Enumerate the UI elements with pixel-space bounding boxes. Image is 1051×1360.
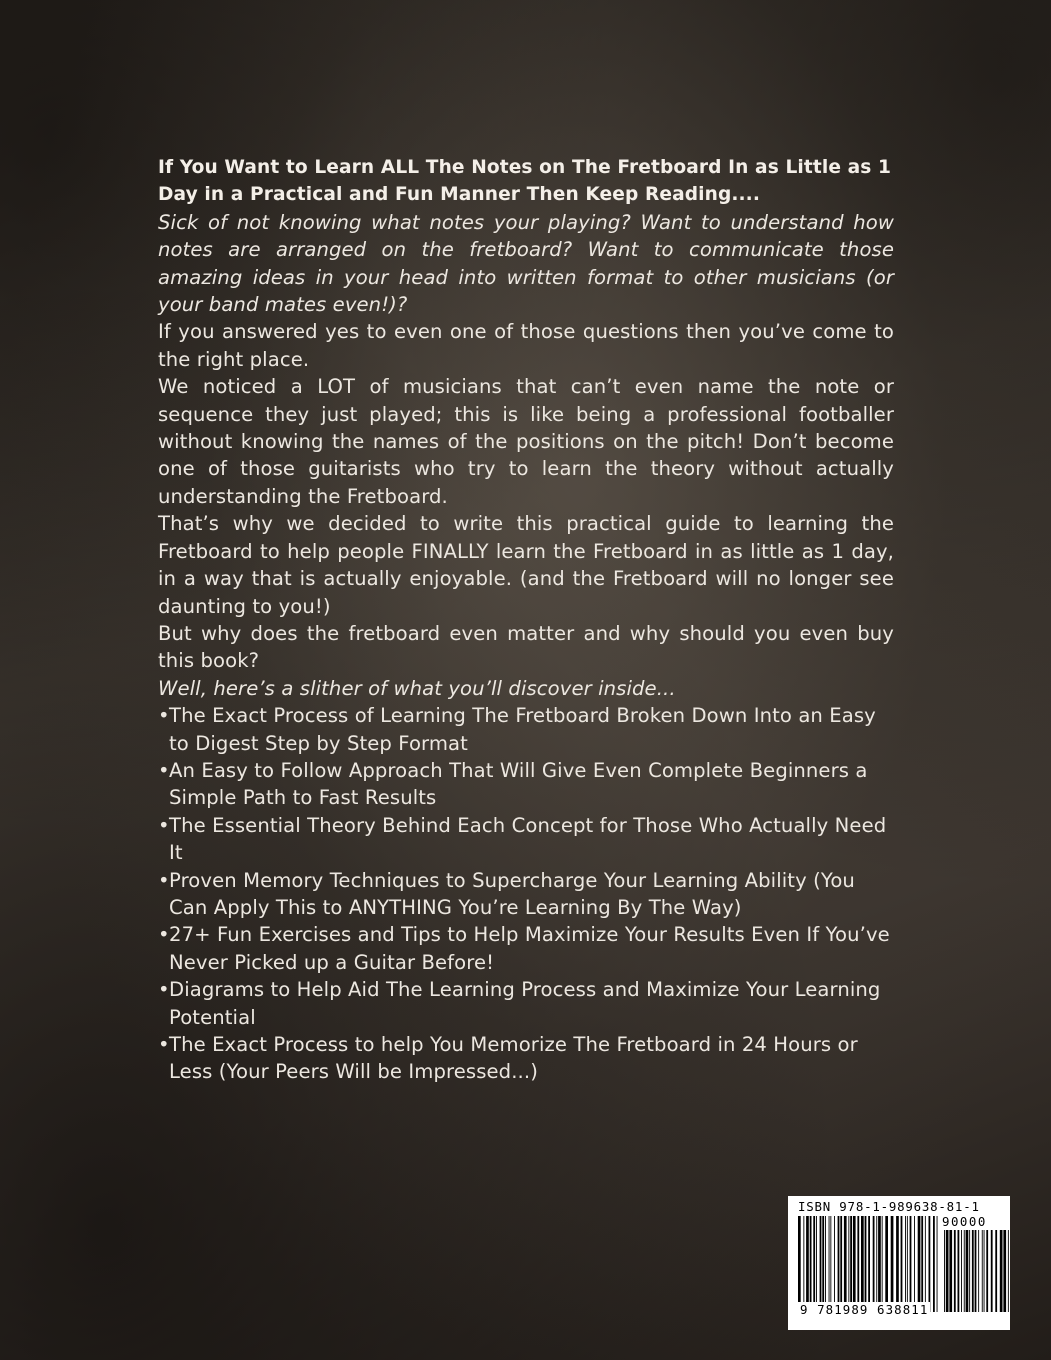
headline: If You Want to Learn ALL The Notes on The Fretboard In as Little as 1 Day in a Practical and Fun Manner Then Keep Reading.... xyxy=(158,157,892,206)
benefit-list xyxy=(158,702,894,1086)
bullet-icon: • xyxy=(158,704,170,728)
isbn-number: ISBN 978-1-989638-81-1 xyxy=(798,1199,980,1214)
bullet-icon: • xyxy=(158,923,170,947)
list-item xyxy=(158,702,894,757)
ean-barcode-icon xyxy=(798,1216,938,1312)
list-item-text: Diagrams to Help Aid The Learning Process and Maximize Your Learning Potential xyxy=(169,978,881,1029)
bullet-icon: • xyxy=(158,1033,170,1056)
bullet-icon: • xyxy=(158,978,170,1002)
discover-intro: Well, here’s a slither of what you’ll discover inside... xyxy=(158,676,676,700)
list-item xyxy=(158,757,894,812)
list-item-text: The Essential Theory Behind Each Concept for Those Who Actually Need It xyxy=(169,813,887,865)
bullet-icon: • xyxy=(158,813,170,837)
list-item-text: The Exact Process of Learning The Fretboard Broken Down Into an Easy to Digest Step by Step Format xyxy=(169,704,876,755)
list-item-text: The Exact Process to help You Memorize The Fretboard in 24 Hours or Less (Your Peers Will be Impressed...) xyxy=(169,1033,858,1084)
paragraph-answered-yes: If you answered yes to even one of those questions then you’ve come to the right place. xyxy=(158,320,894,371)
barcode-ean-digits: 9 781989 638811 xyxy=(800,1302,929,1317)
list-item xyxy=(158,867,894,922)
list-item xyxy=(158,812,894,867)
list-item xyxy=(158,976,894,1031)
barcode-bars xyxy=(798,1214,1005,1317)
paragraph-why-fretboard: But why does the fretboard even matter and why should you even buy this book? xyxy=(158,621,894,673)
list-item xyxy=(158,1031,894,1086)
bullet-icon: • xyxy=(158,758,170,782)
list-item-text: Proven Memory Techniques to Supercharge Your Learning Ability (You Can Apply This to ANYTHING You’re Learning By The Way) xyxy=(169,868,855,919)
list-item-text: 27+ Fun Exercises and Tips to Help Maximize Your Results Even If You’ve Never Picked up a Guitar Before! xyxy=(169,923,890,974)
paragraph-musicians: We noticed a LOT of musicians that can’t even name the note or sequence they just played; this is like being a professional footballer without knowing the names of the positions on the pitch! Don’t become one of those guitarists who try to learn the theory without actually understanding the Fretboard. xyxy=(158,375,894,508)
isbn-barcode xyxy=(788,1196,1010,1330)
paragraph-why-we-wrote: That’s why we decided to write this practical guide to learning the Fretboard to help people FINALLY learn the Fretboard in as little as 1 day, in a way that is actually enjoyable. (and the Fretboard will no longer see daunting to you!) xyxy=(158,512,894,618)
bullet-icon: • xyxy=(158,868,170,892)
list-item xyxy=(158,921,894,976)
back-cover-text xyxy=(158,154,894,1086)
intro-questions: Sick of not knowing what notes your playing? Want to understand how notes are arranged on the fretboard? Want to communicate those amazing ideas in your head into written format to other musicians (or your band mates even!)? xyxy=(158,210,894,317)
list-item-text: An Easy to Follow Approach That Will Give Even Complete Beginners a Simple Path to Fast Results xyxy=(169,758,868,810)
addon-barcode-icon xyxy=(944,1230,1010,1312)
barcode-addon-number: 90000 xyxy=(942,1214,987,1229)
